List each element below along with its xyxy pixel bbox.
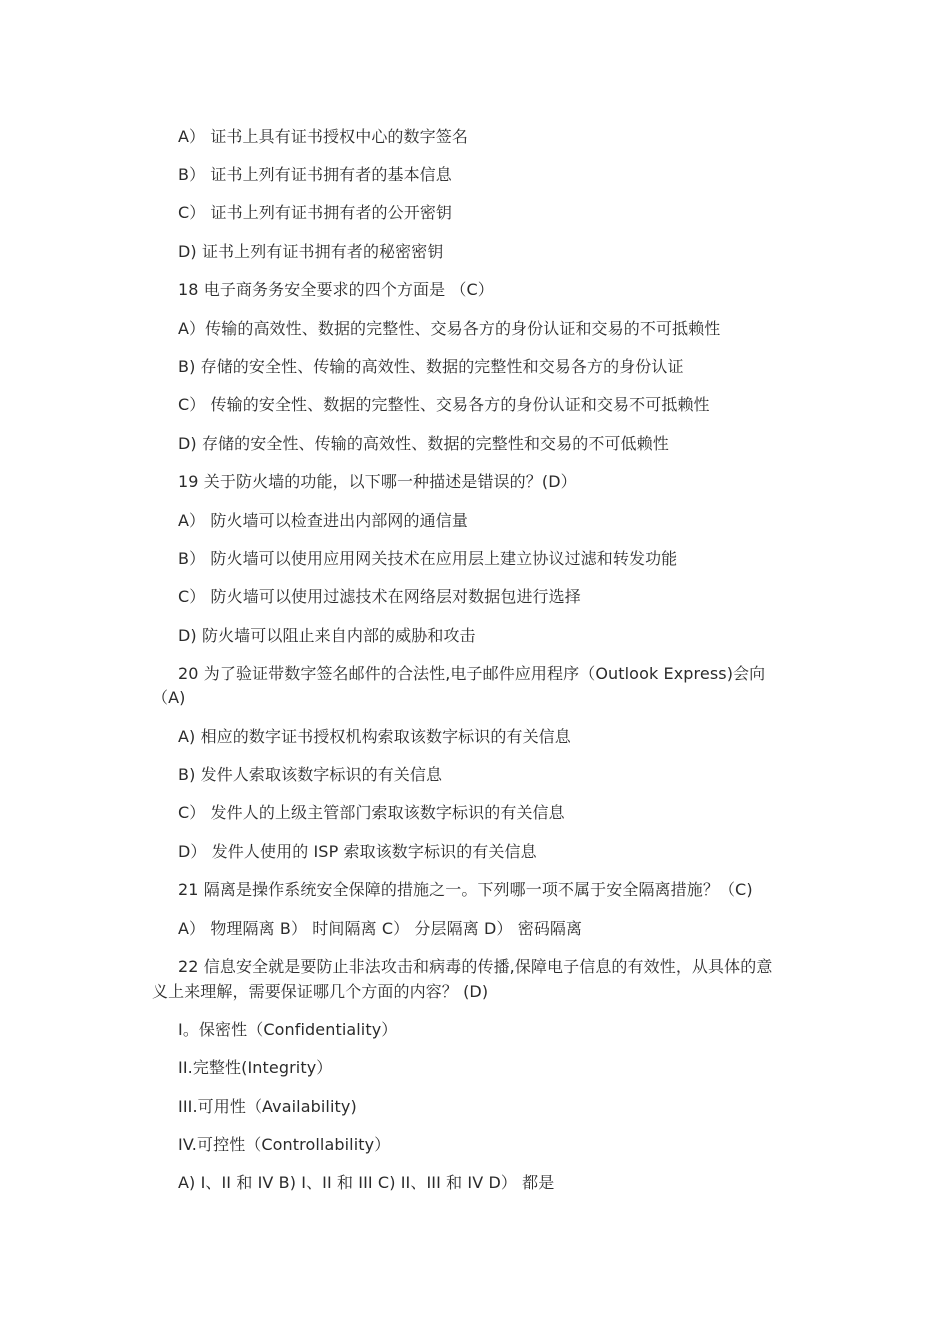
text-line: A) 相应的数字证书授权机构索取该数字标识的有关信息 (178, 727, 571, 746)
text-line: IV.可控性（Controllability） (178, 1135, 391, 1154)
text-line: A）传输的高效性、数据的完整性、交易各方的身份认证和交易的不可抵赖性 (178, 319, 721, 338)
question-line: 19 关于防火墙的功能，以下哪一种描述是错误的？(D） (178, 472, 577, 491)
text-line: D) 证书上列有证书拥有者的秘密密钥 (178, 242, 444, 261)
question-line: 22 信息安全就是要防止非法攻击和病毒的传播,保障电子信息的有效性，从具体的意 (178, 957, 773, 976)
text-line: B） 证书上列有证书拥有者的基本信息 (178, 165, 452, 184)
text-line: A） 防火墙可以检查进出内部网的通信量 (178, 511, 468, 530)
question-line: 21 隔离是操作系统安全保障的措施之一。下列哪一项不属于安全隔离措施？（C) (178, 880, 753, 899)
text-line: D） 发件人使用的 ISP 索取该数字标识的有关信息 (178, 842, 537, 861)
text-line: A) I、II 和 IV B) I、II 和 III C) II、III 和 IV D） 都是 (178, 1173, 555, 1192)
question-line: 20 为了验证带数字签名邮件的合法性,电子邮件应用程序（Outlook Express)会向 (178, 664, 766, 683)
text-line: III.可用性（Availability) (178, 1097, 357, 1116)
text-line: D) 防火墙可以阻止来自内部的威胁和攻击 (178, 626, 476, 645)
text-line: A） 证书上具有证书授权中心的数字签名 (178, 127, 468, 146)
text-line: B) 发件人索取该数字标识的有关信息 (178, 765, 443, 784)
text-line: I。保密性（Confidentiality） (178, 1020, 398, 1039)
text-line: A） 物理隔离 B） 时间隔离 C） 分层隔离 D） 密码隔离 (178, 919, 583, 938)
text-line: C） 证书上列有证书拥有者的公开密钥 (178, 203, 453, 222)
text-line: C） 防火墙可以使用过滤技术在网络层对数据包进行选择 (178, 587, 581, 606)
question-line: 18 电子商务务安全要求的四个方面是 （C） (178, 280, 494, 299)
question-line-continued: 义上来理解，需要保证哪几个方面的内容？ (D) (152, 982, 489, 1001)
question-line-continued: （A) (152, 688, 186, 707)
text-line: C） 发件人的上级主管部门索取该数字标识的有关信息 (178, 803, 565, 822)
text-line: B) 存储的安全性、传输的高效性、数据的完整性和交易各方的身份认证 (178, 357, 684, 376)
text-line: D) 存储的安全性、传输的高效性、数据的完整性和交易的不可低赖性 (178, 434, 669, 453)
text-line: C） 传输的安全性、数据的完整性、交易各方的身份认证和交易不可抵赖性 (178, 395, 710, 414)
text-line: II.完整性(Integrity） (178, 1058, 333, 1077)
text-line: B） 防火墙可以使用应用网关技术在应用层上建立协议过滤和转发功能 (178, 549, 678, 568)
